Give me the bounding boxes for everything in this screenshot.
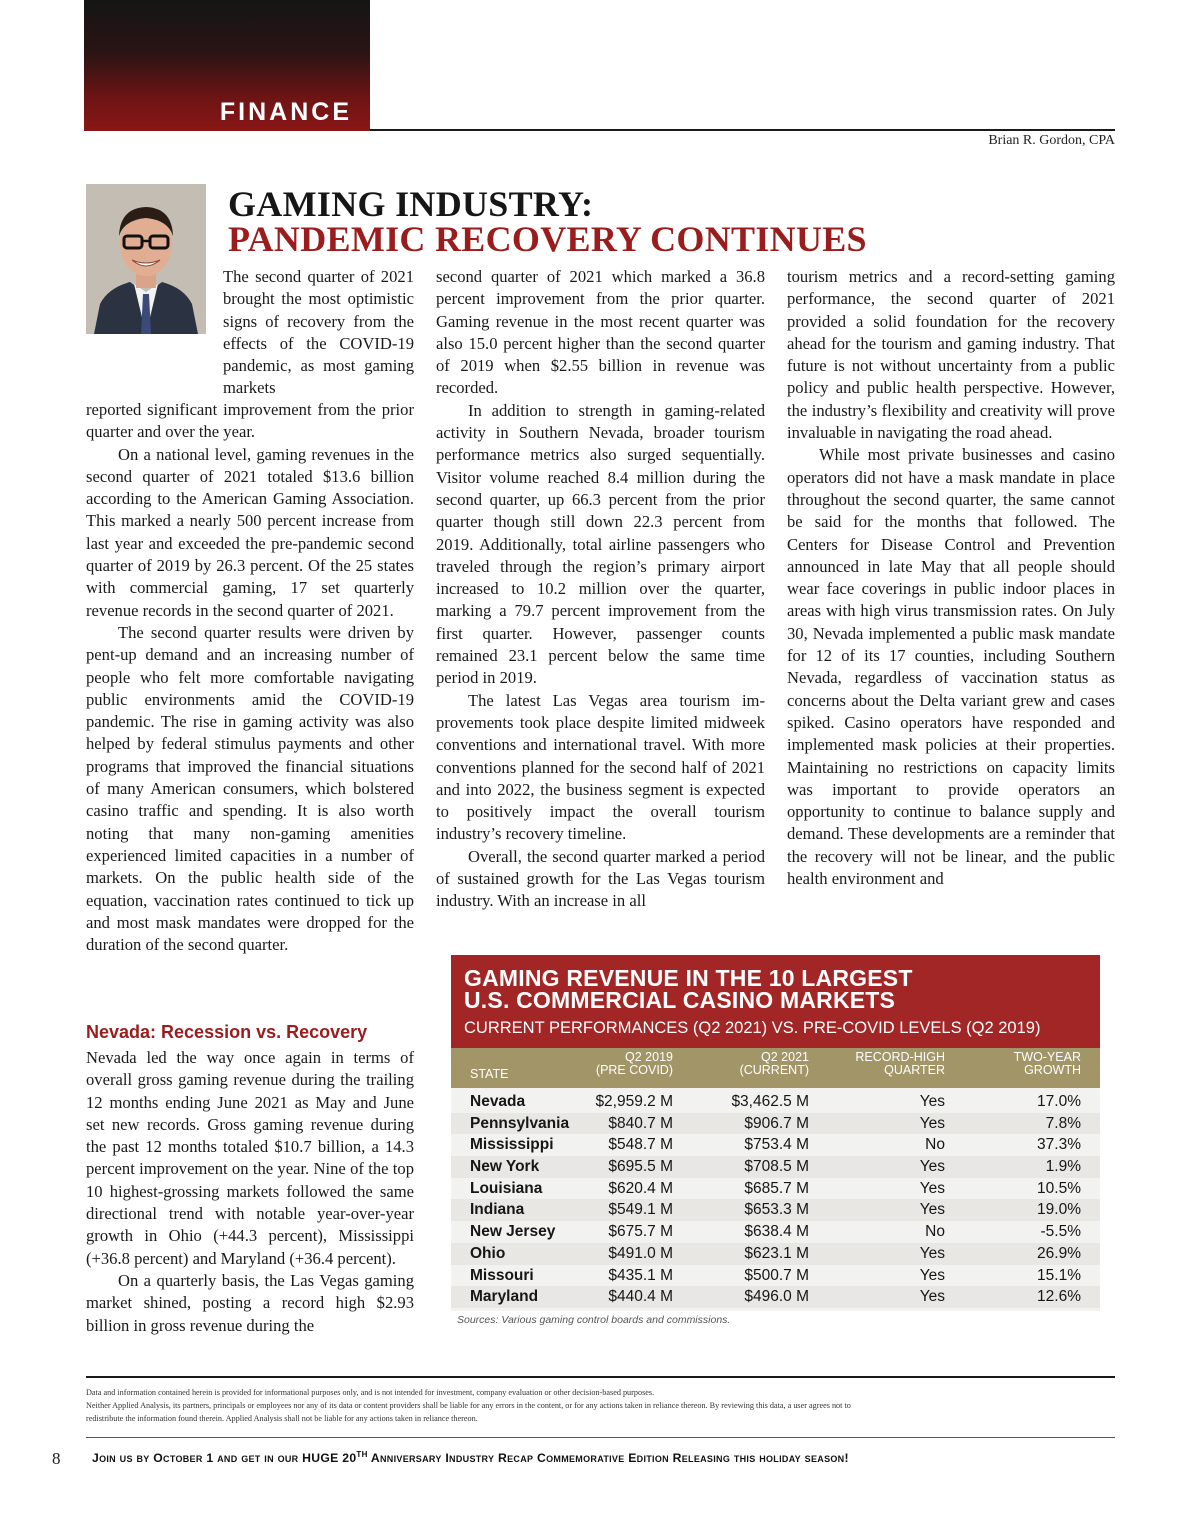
paragraph: reported significant improvement from the prior quarter and over the year. — [86, 400, 414, 442]
column-header-record-high-line2: QUARTER — [884, 1063, 945, 1077]
cell-state: Ohio — [470, 1244, 506, 1262]
cell-q2-2021: $496.0 M — [744, 1288, 809, 1306]
table-title-line2: U.S. COMMERCIAL CASINO MARKETS — [464, 987, 896, 1013]
cell-q2-2019: $620.4 M — [608, 1179, 673, 1197]
column-header-record-high — [855, 1051, 945, 1077]
gaming-revenue-table — [451, 955, 1100, 1326]
table-row — [451, 1156, 1100, 1178]
table-subtitle: CURRENT PERFORMANCES (Q2 2021) VS. PRE-COVID LEVELS (Q2 2019) — [464, 1019, 1041, 1037]
paragraph: While most private businesses and casino operators did not have a mask mandate in place throughout the second quarter, the same cannot be said for the months that followed. The Centers for Disease Control and Prevention announced in late May that all people should wear face coverings in public indoor places in areas with high virus transmission rates. On July 30, Nevada implemented a public mask mandate for 12 of its 17 counties, including Southern Nevada, regardless of vaccination status as concerns about the Delta variant grew and cases spiked. Casino operators have responded and implemented mask policies at their properties. Maintaining no restrictions on capacity limits was important to provide operators an opportunity to continue to balance supply and demand. These developments are a reminder that the recovery will not be linear, and the public health environment and — [787, 445, 1115, 889]
column-header-state: STATE — [470, 1067, 509, 1081]
promo-superscript: TH — [356, 1450, 368, 1459]
paragraph: tourism metrics and a record-setting gaming performance, the second quarter of 2021 provided a solid foundation for the recovery ahead for the tourism and gaming industry. That future is not without uncertainty from a public policy and public health perspective. However, the industry’s flexibility and creativity will prove invaluable in navigating the road ahead. — [787, 267, 1115, 443]
cell-two-year-growth: 26.9% — [1037, 1244, 1081, 1262]
table-row — [451, 1221, 1100, 1243]
cell-q2-2019: $675.7 M — [608, 1223, 673, 1241]
cell-two-year-growth: 7.8% — [1045, 1114, 1081, 1132]
promo-text: Join us by October 1 and get in our HUGE 20 — [92, 1451, 357, 1466]
cell-record-high: Yes — [919, 1093, 945, 1110]
paragraph: The latest Las Vegas area tourism improvements took place despite limited midweek conventions and international travel. With more conventions planned for the second half of 2021 and into 2022, the business segment is expected to positively impact the overall tourism industry’s recovery timeline. — [436, 690, 765, 844]
cell-q2-2019: $2,959.2 M — [595, 1093, 673, 1110]
author-photo — [86, 184, 206, 334]
header-divider — [370, 129, 1115, 131]
cell-record-high: Yes — [919, 1266, 945, 1284]
column-header-q2-2019-line2: (PRE COVID) — [595, 1063, 673, 1077]
paragraph: The second quarter results were driven by pent-up demand and an increasing number of people who felt more comfortable navigating public environments amid the COVID-19 pandemic. The rise in gaming activity was also helped by federal stimulus payments and other programs that improved the financial situations of many American consumers, which bolstered casino traffic and spending. It is also worth noting that many non-gaming amenities experienced limited capacities in a number of markets. On the public health side of the equation, vaccination rates continued to tick up and most mask mandates were dropped for the duration of the second quarter. — [86, 622, 414, 955]
author-portrait-image — [86, 184, 206, 334]
cell-q2-2021: $653.3 M — [744, 1201, 809, 1219]
page-number: 8 — [52, 1449, 61, 1468]
table-column-headers — [451, 1048, 1100, 1088]
author-byline: Brian R. Gordon, CPA — [988, 133, 1115, 148]
cell-state: Louisiana — [470, 1179, 543, 1197]
table-row — [451, 1134, 1100, 1156]
cell-record-high: Yes — [919, 1179, 945, 1197]
table-title-line1: GAMING REVENUE IN THE 10 LARGEST — [464, 965, 913, 991]
cell-q2-2021: $3,462.5 M — [731, 1093, 809, 1110]
column-header-q2-2021-line2: (CURRENT) — [739, 1063, 809, 1077]
cell-record-high: No — [925, 1136, 945, 1154]
column-1-bottom — [86, 1047, 414, 1337]
paragraph: On a quarterly basis, the Las Vegas gaming market shined, posting a record high $2.93 billion in gross revenue during the — [86, 1270, 414, 1335]
promo-text-end: Anniversary Industry Recap Commemorative Edition Releasing this holiday season! — [367, 1451, 849, 1466]
table-body — [451, 1088, 1100, 1311]
cell-q2-2019: $840.7 M — [608, 1114, 673, 1132]
cell-q2-2021: $906.7 M — [744, 1114, 809, 1132]
cell-q2-2019: $435.1 M — [608, 1266, 673, 1284]
cell-state: Indiana — [470, 1201, 525, 1219]
cell-state: New Jersey — [470, 1223, 556, 1241]
column-3 — [787, 266, 1115, 890]
article-title-line1: GAMING INDUSTRY: — [228, 184, 594, 224]
cell-state: New York — [470, 1158, 540, 1176]
cell-state: Missouri — [470, 1266, 534, 1284]
cell-q2-2021: $685.7 M — [744, 1179, 809, 1197]
promo-banner — [92, 1450, 1115, 1465]
column-header-record-high-line1: RECORD-HIGH — [855, 1050, 945, 1064]
cell-q2-2019: $695.5 M — [608, 1158, 673, 1176]
section-label: FINANCE — [219, 98, 352, 126]
column-header-q2-2019-line1: Q2 2019 — [625, 1050, 673, 1064]
cell-q2-2021: $708.5 M — [744, 1158, 809, 1176]
table-row — [451, 1286, 1100, 1308]
table-row — [451, 1199, 1100, 1221]
table-row — [451, 1265, 1100, 1287]
cell-q2-2021: $753.4 M — [744, 1136, 809, 1154]
column-1-top — [223, 266, 414, 400]
table-row — [451, 1091, 1100, 1113]
footer-divider — [86, 1376, 1115, 1378]
cell-two-year-growth: 37.3% — [1037, 1136, 1081, 1154]
column-1-middle — [86, 399, 414, 956]
column-header-q2-2021-line1: Q2 2021 — [761, 1050, 809, 1064]
cell-state: Pennsylvania — [470, 1114, 570, 1132]
cell-state: Nevada — [470, 1093, 526, 1110]
cell-q2-2019: $440.4 M — [608, 1288, 673, 1306]
paragraph: The second quarter of 2021 brought the most optimistic signs of recovery from the effects of the COVID-19 pandemic, as most gaming markets — [223, 267, 414, 398]
cell-record-high: Yes — [919, 1244, 945, 1262]
cell-state: Maryland — [470, 1288, 539, 1306]
cell-record-high: Yes — [919, 1114, 945, 1132]
article-title-line2: PANDEMIC RECOVERY CONTINUES — [228, 219, 867, 259]
cell-two-year-growth: 15.1% — [1037, 1266, 1081, 1284]
disclaimer-line: redistribute the information found therein. Applied Analysis shall not be liable for any actions taken in reliance thereon. — [86, 1414, 478, 1423]
cell-state: Mississippi — [470, 1136, 554, 1154]
section-subheading: Nevada: Recession vs. Recovery — [86, 1022, 368, 1042]
column-header-q2-2021 — [740, 1051, 809, 1077]
table-header — [451, 955, 1100, 1048]
cell-two-year-growth: 10.5% — [1037, 1179, 1081, 1197]
column-header-q2-2019 — [596, 1051, 673, 1077]
table-source-note: Sources: Various gaming control boards and commissions. — [457, 1313, 731, 1326]
paragraph: Overall, the second quarter marked a period of sustained growth for the Las Vegas tourism industry. With an increase in all — [436, 846, 765, 911]
cell-record-high: Yes — [919, 1201, 945, 1219]
cell-q2-2019: $549.1 M — [608, 1201, 673, 1219]
table-row — [451, 1178, 1100, 1200]
paragraph: second quarter of 2021 which marked a 36.8 percent improvement from the prior quarter. Gaming revenue in the most recent quarter was also 15.0 percent higher than the second quarter of 2019 when $2.55 billion in revenue was recorded. — [436, 267, 765, 398]
table-title — [464, 967, 913, 1011]
column-header-growth-line1: TWO-YEAR — [1013, 1050, 1081, 1064]
column-header-growth-line2: GROWTH — [1024, 1063, 1081, 1077]
cell-record-high: No — [925, 1223, 945, 1241]
table-row — [451, 1113, 1100, 1135]
footer-divider-thin — [86, 1437, 1115, 1438]
cell-record-high: Yes — [919, 1158, 945, 1176]
table-row — [451, 1243, 1100, 1265]
column-header-two-year-growth — [1014, 1051, 1081, 1077]
paragraph: Nevada led the way once again in terms of overall gross gaming revenue during the trailing 12 months ending June 2021 as May and June set new records. Gross gaming revenue during the past 12 months totaled $10.7 billion, a 14.3 percent improvement on the year. Nine of the top 10 highest-grossing markets followed the same directional trend with notable year-over-year growth in Ohio (+44.3 percent), Mississippi (+36.8 percent) and Maryland (+36.4 percent). — [86, 1048, 414, 1268]
cell-two-year-growth: 1.9% — [1045, 1158, 1081, 1176]
cell-q2-2019: $548.7 M — [608, 1136, 673, 1154]
paragraph: In addition to strength in gaming-related activity in Southern Nevada, broader tourism performance metrics also surged sequentially. Visitor volume reached 8.4 million during the second quarter, up 66.3 percent from the prior quarter though still down 22.3 percent from 2019. Additionally, total airline passengers who traveled through the region’s primary airport increased to 10.2 million over the quarter, marking a 79.7 percent improvement from the first quarter. However, passenger counts remained 23.1 percent below the same time period in 2019. — [436, 400, 765, 688]
disclaimer-line: Data and information contained herein is provided for informational purposes only, and is not intended for investment, company evaluation or other decision-based purposes. — [86, 1388, 655, 1397]
cell-two-year-growth: 12.6% — [1037, 1288, 1081, 1306]
disclaimer-line: Neither Applied Analysis, its partners, principals or employees nor any of its data or content providers shall be liable for any errors in the content, or for any actions taken in reliance thereon. By reviewing this data, a user agrees not to — [86, 1401, 851, 1410]
cell-two-year-growth: 19.0% — [1037, 1201, 1081, 1219]
paragraph: On a national level, gaming revenues in the second quarter of 2021 totaled $13.6 billion according to the American Gaming Association. This marked a nearly 500 percent increase from last year and exceeded the pre-pandemic second quarter of 2019 by 26.3 percent. Of the 25 states with commercial gaming, 17 set quarterly revenue records in the second quarter of 2021. — [86, 444, 414, 620]
cell-record-high: Yes — [919, 1288, 945, 1306]
cell-q2-2021: $500.7 M — [744, 1266, 809, 1284]
cell-two-year-growth: -5.5% — [1040, 1223, 1081, 1241]
cell-q2-2019: $491.0 M — [608, 1244, 673, 1262]
cell-q2-2021: $638.4 M — [744, 1223, 809, 1241]
cell-two-year-growth: 17.0% — [1037, 1093, 1081, 1110]
column-2 — [436, 266, 765, 913]
cell-q2-2021: $623.1 M — [744, 1244, 809, 1262]
disclaimer — [86, 1386, 1115, 1425]
